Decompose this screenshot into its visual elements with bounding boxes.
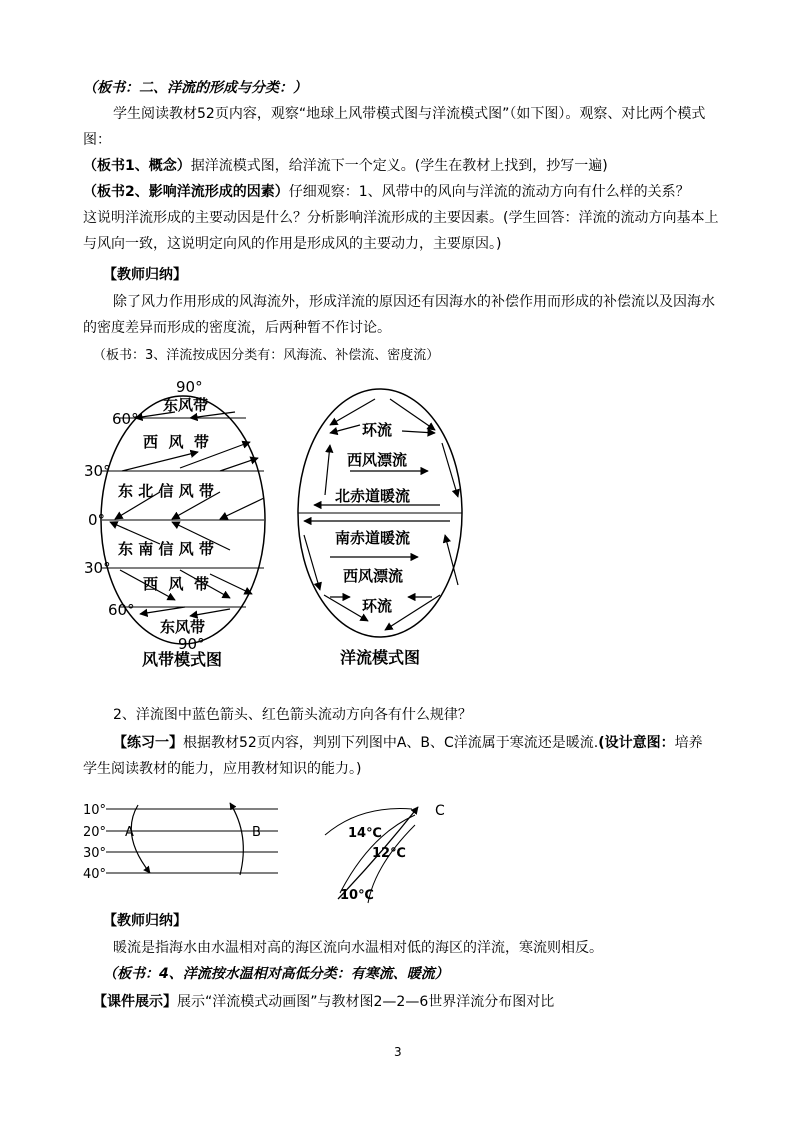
wind-arrow — [140, 607, 185, 614]
exercise-design: (设计意图： — [598, 735, 675, 751]
section-heading: （板书：二、洋流的形成与分类：） — [83, 80, 307, 96]
paragraph-line: 除了风力作用形成的风海流外，形成洋流的原因还有因海水的补偿作用而形成的补偿流以及因海水 — [113, 294, 715, 310]
exercise-design-cont: 培养 — [674, 735, 703, 751]
paragraph-line: 学生阅读教材52页内容，观察“地球上风带模式图与洋流模式图”（如下图）。观察、对比两个模式 — [113, 106, 706, 122]
page-number: 3 — [394, 1045, 402, 1059]
paragraph-line: 暖流是指海水由水温相对高的海区流向水温相对低的海区的洋流，寒流则相反。 — [113, 940, 603, 956]
paragraph-line: 学生阅读教材的能力，应用教材知识的能力。) — [83, 761, 362, 777]
diagram-caption: 风带模式图 — [142, 650, 223, 669]
lat-label: 30° — [83, 846, 107, 861]
board-note-1 — [83, 154, 608, 178]
belt-label: 东风带 — [160, 618, 206, 636]
current-arrow — [330, 425, 360, 433]
label-b: B — [252, 825, 261, 840]
board-note-2 — [83, 180, 690, 204]
question-2: 2、洋流图中蓝色箭头、红色箭头流动方向各有什么规律？ — [113, 707, 472, 723]
belt-label: 西 风 带 — [143, 575, 209, 593]
lat-label: 10° — [83, 803, 107, 818]
board-note-4: （板书：4、洋流按水温相对高低分类：有寒流、暖流） — [103, 966, 449, 982]
belt-label: 东风带 — [163, 396, 209, 414]
current-arrow — [390, 399, 435, 430]
wind-belt-diagram — [80, 372, 280, 672]
wind-arrow — [220, 458, 258, 471]
wind-arrow — [190, 609, 230, 616]
paragraph-line: 这说明洋流形成的主要动因是什么？分析影响洋流形成的主要因素。(学生回答：洋流的流动方向基本上 — [83, 210, 719, 226]
board-note-text: 仔细观察：1、风带中的风向与洋流的流动方向有什么样的关系？ — [288, 184, 690, 200]
label-a: A — [125, 825, 134, 840]
current-label: 北赤道暖流 — [335, 487, 411, 505]
belt-label: 东 南 信 风 带 — [118, 540, 214, 558]
board-note-text: 据洋流模式图，给洋流下一个定义。(学生在教材上找到，抄写一遍) — [190, 158, 608, 174]
teacher-summary-heading: 【教师归纳】 — [103, 267, 187, 283]
current-label: 环流 — [362, 597, 393, 615]
lat-label-60s: 60° — [108, 601, 135, 619]
current-b-arrow — [230, 803, 243, 875]
current-arrow — [442, 443, 458, 497]
current-label: 环流 — [362, 421, 393, 439]
current-a-arrow — [131, 805, 150, 873]
lat-label-60n: 60° — [112, 410, 139, 428]
board-note-3: （板书：3、洋流按成因分类有：风海流、补偿流、密度流） — [93, 348, 440, 363]
figure-c — [320, 795, 460, 905]
current-arrow — [325, 445, 330, 495]
belt-label: 东 北 信 风 带 — [118, 482, 214, 500]
wind-arrow — [122, 452, 198, 471]
exercise-label: 【练习一】 — [113, 735, 183, 751]
courseware-line — [93, 990, 554, 1014]
lat-label-90n: 90° — [176, 378, 203, 396]
figure-ab — [80, 795, 285, 890]
wind-arrow — [220, 498, 264, 519]
current-arrow — [402, 431, 435, 433]
lat-label-90s: 90° — [178, 635, 205, 653]
lat-label: 20° — [83, 825, 107, 840]
lat-label-30s: 30° — [84, 559, 111, 577]
paragraph-line: 与风向一致，这说明定向风的作用是形成风的主要动力，主要原因。) — [83, 236, 502, 252]
label-c: C — [435, 803, 445, 819]
courseware-label: 【课件展示】 — [93, 994, 177, 1010]
current-label: 南赤道暖流 — [335, 529, 411, 547]
temp-label: 14℃ — [348, 826, 382, 841]
exercise-text: 根据教材52页内容，判别下列图中A、B、C洋流属于寒流还是暖流. — [183, 735, 599, 751]
ocean-current-diagram — [290, 385, 480, 675]
current-label: 西风漂流 — [347, 451, 408, 469]
diagram-caption: 洋流模式图 — [340, 648, 421, 667]
temp-label: 12℃ — [372, 846, 406, 861]
current-label: 西风漂流 — [343, 567, 404, 585]
board-note-label: （板书1、概念） — [83, 158, 191, 174]
exercise-1 — [113, 731, 703, 755]
lat-label-0: 0° — [88, 511, 106, 529]
paragraph-line: 的密度差异而形成的密度流，后两种暂不作讨论。 — [83, 320, 391, 336]
temp-label: 10℃ — [340, 888, 374, 903]
paragraph-line: 图： — [83, 132, 111, 148]
teacher-summary-heading: 【教师归纳】 — [103, 913, 187, 929]
board-note-label: （板书2、影响洋流形成的因素） — [83, 184, 289, 200]
lat-label-30n: 30° — [84, 462, 111, 480]
belt-label: 西 风 带 — [143, 433, 209, 451]
current-arrow — [385, 595, 440, 630]
courseware-text: 展示“洋流模式动画图”与教材图2—2—6世界洋流分布图对比 — [177, 994, 555, 1010]
lat-label: 40° — [83, 867, 107, 882]
